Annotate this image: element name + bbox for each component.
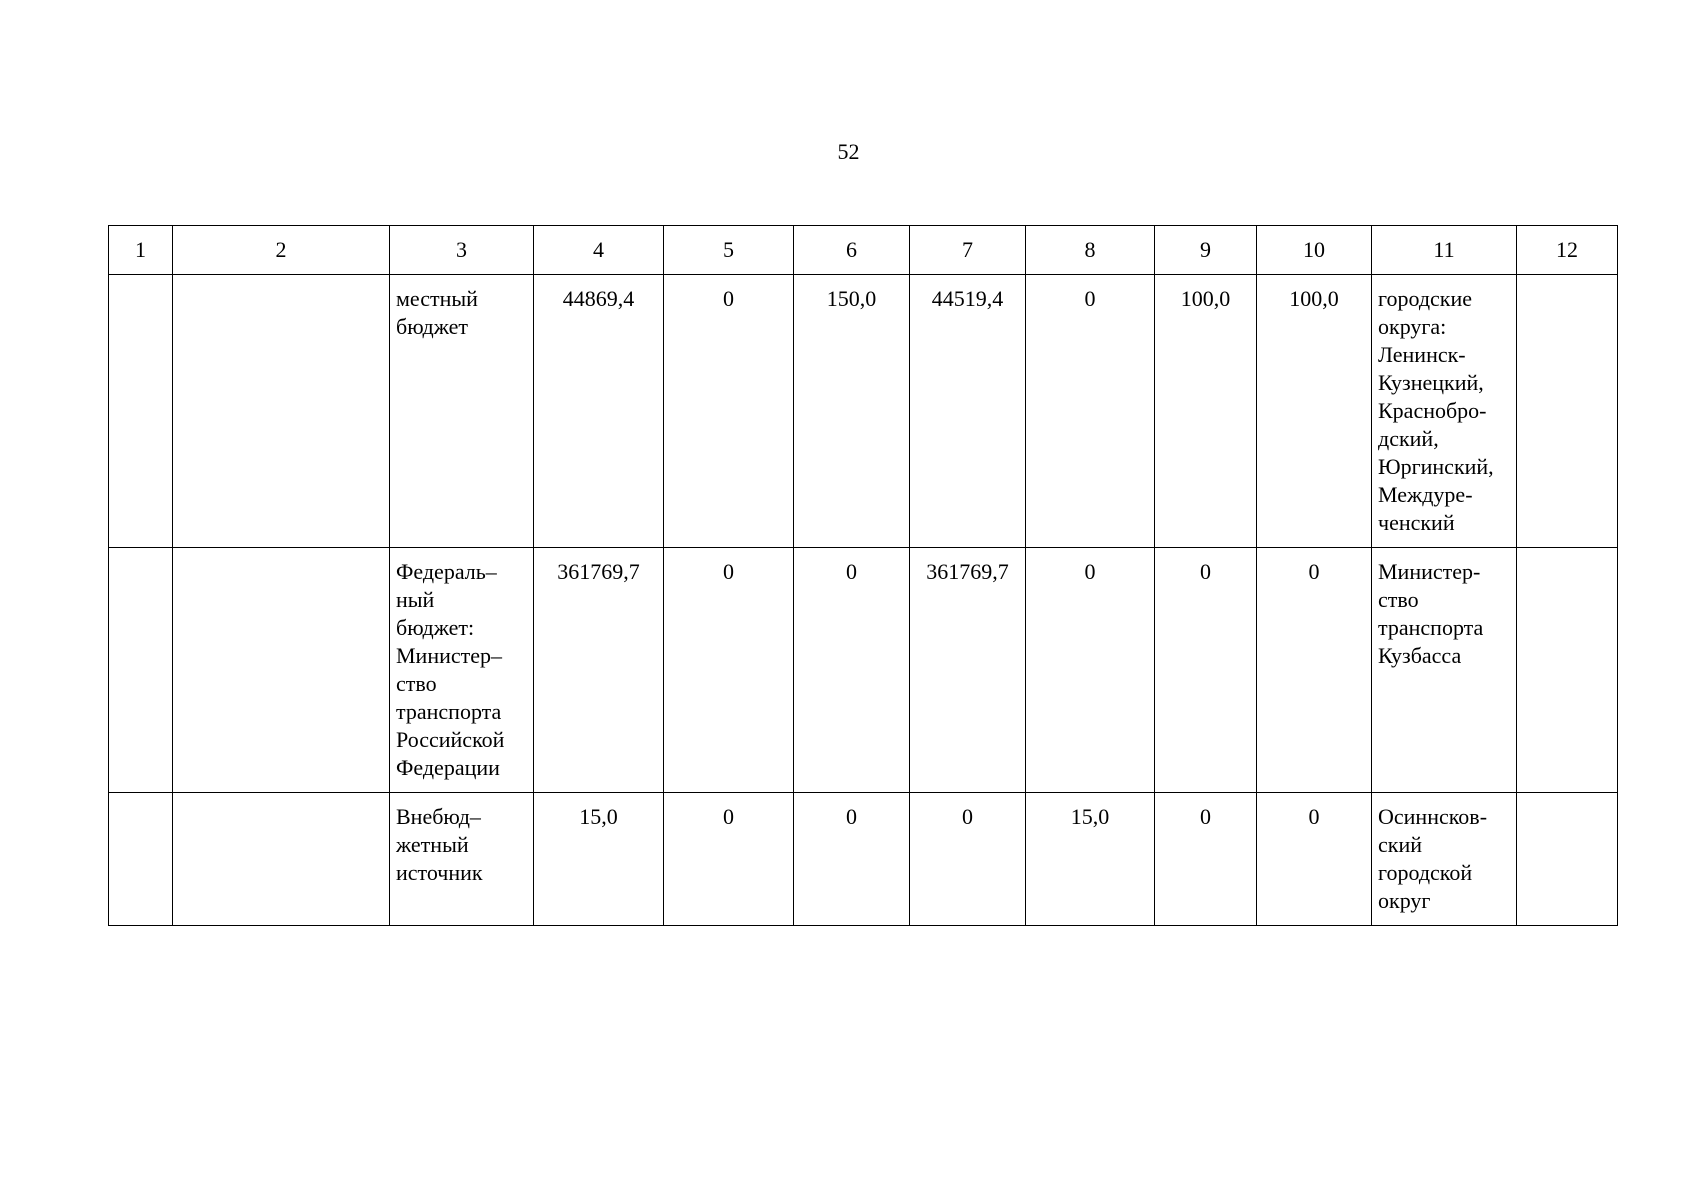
cell-empty — [1517, 793, 1618, 926]
column-header: 11 — [1372, 226, 1517, 275]
column-header: 6 — [794, 226, 910, 275]
column-header: 12 — [1517, 226, 1618, 275]
cell-value: 0 — [910, 793, 1026, 926]
column-header: 3 — [390, 226, 534, 275]
cell-line: транспорта — [396, 699, 502, 724]
cell-funding-source — [390, 793, 534, 926]
cell-empty — [109, 548, 173, 793]
column-header: 1 — [109, 226, 173, 275]
cell-line: ство — [1378, 587, 1419, 612]
cell-line: дский, — [1378, 426, 1439, 451]
cell-value: 100,0 — [1257, 275, 1372, 548]
table-row — [109, 793, 1618, 926]
cell-executor — [1372, 548, 1517, 793]
cell-value: 15,0 — [534, 793, 664, 926]
cell-executor — [1372, 793, 1517, 926]
cell-value: 0 — [664, 793, 794, 926]
cell-executor — [1372, 275, 1517, 548]
cell-line: Осиннсков- — [1378, 804, 1488, 829]
cell-line: округ — [1378, 888, 1431, 913]
cell-value: 361769,7 — [534, 548, 664, 793]
cell-line: транспорта — [1378, 615, 1484, 640]
cell-line: Ленинск- — [1378, 342, 1466, 367]
cell-value: 0 — [1155, 793, 1257, 926]
cell-line: Внебюд– — [396, 804, 481, 829]
cell-value: 0 — [794, 548, 910, 793]
cell-line: Краснобро- — [1378, 398, 1487, 423]
cell-funding-source — [390, 548, 534, 793]
cell-funding-source — [390, 275, 534, 548]
table-row — [109, 548, 1618, 793]
cell-value: 0 — [1026, 275, 1155, 548]
cell-line: Российской — [396, 727, 505, 752]
cell-line: Министер- — [1378, 559, 1481, 584]
column-header: 4 — [534, 226, 664, 275]
cell-value: 150,0 — [794, 275, 910, 548]
cell-line: Федераль– — [396, 559, 497, 584]
cell-empty — [1517, 275, 1618, 548]
cell-empty — [173, 548, 390, 793]
cell-line: Федерации — [396, 755, 500, 780]
cell-line: городской — [1378, 860, 1473, 885]
cell-value: 0 — [794, 793, 910, 926]
cell-line: ство — [396, 671, 437, 696]
cell-empty — [173, 793, 390, 926]
cell-line: Министер– — [396, 643, 503, 668]
cell-value: 44869,4 — [534, 275, 664, 548]
cell-line: округа: — [1378, 314, 1447, 339]
cell-value: 0 — [664, 548, 794, 793]
cell-line: ченский — [1378, 510, 1455, 535]
cell-value: 0 — [1155, 548, 1257, 793]
cell-line: местный — [396, 286, 478, 311]
column-header: 9 — [1155, 226, 1257, 275]
table-row — [109, 275, 1618, 548]
table-header-row — [109, 226, 1618, 275]
column-header: 8 — [1026, 226, 1155, 275]
cell-line: Юргинский, — [1378, 454, 1494, 479]
column-header: 10 — [1257, 226, 1372, 275]
cell-empty — [1517, 548, 1618, 793]
cell-value: 361769,7 — [910, 548, 1026, 793]
cell-line: жетный — [396, 832, 469, 857]
cell-line: городские — [1378, 286, 1473, 311]
cell-line: Кузнецкий, — [1378, 370, 1484, 395]
cell-empty — [109, 793, 173, 926]
cell-value: 100,0 — [1155, 275, 1257, 548]
column-header: 5 — [664, 226, 794, 275]
cell-value: 0 — [1257, 793, 1372, 926]
cell-line: источник — [396, 860, 483, 885]
cell-value: 44519,4 — [910, 275, 1026, 548]
cell-line: бюджет: — [396, 615, 475, 640]
cell-line: Междуре- — [1378, 482, 1473, 507]
cell-value: 0 — [664, 275, 794, 548]
cell-line: бюджет — [396, 314, 468, 339]
cell-empty — [109, 275, 173, 548]
cell-line: Кузбасса — [1378, 643, 1462, 668]
cell-line: ский — [1378, 832, 1422, 857]
cell-line: ный — [396, 587, 435, 612]
cell-value: 0 — [1257, 548, 1372, 793]
column-header: 7 — [910, 226, 1026, 275]
page-number: 52 — [837, 139, 860, 164]
budget-table — [108, 225, 1618, 926]
cell-value: 0 — [1026, 548, 1155, 793]
cell-empty — [173, 275, 390, 548]
cell-value: 15,0 — [1026, 793, 1155, 926]
column-header: 2 — [173, 226, 390, 275]
